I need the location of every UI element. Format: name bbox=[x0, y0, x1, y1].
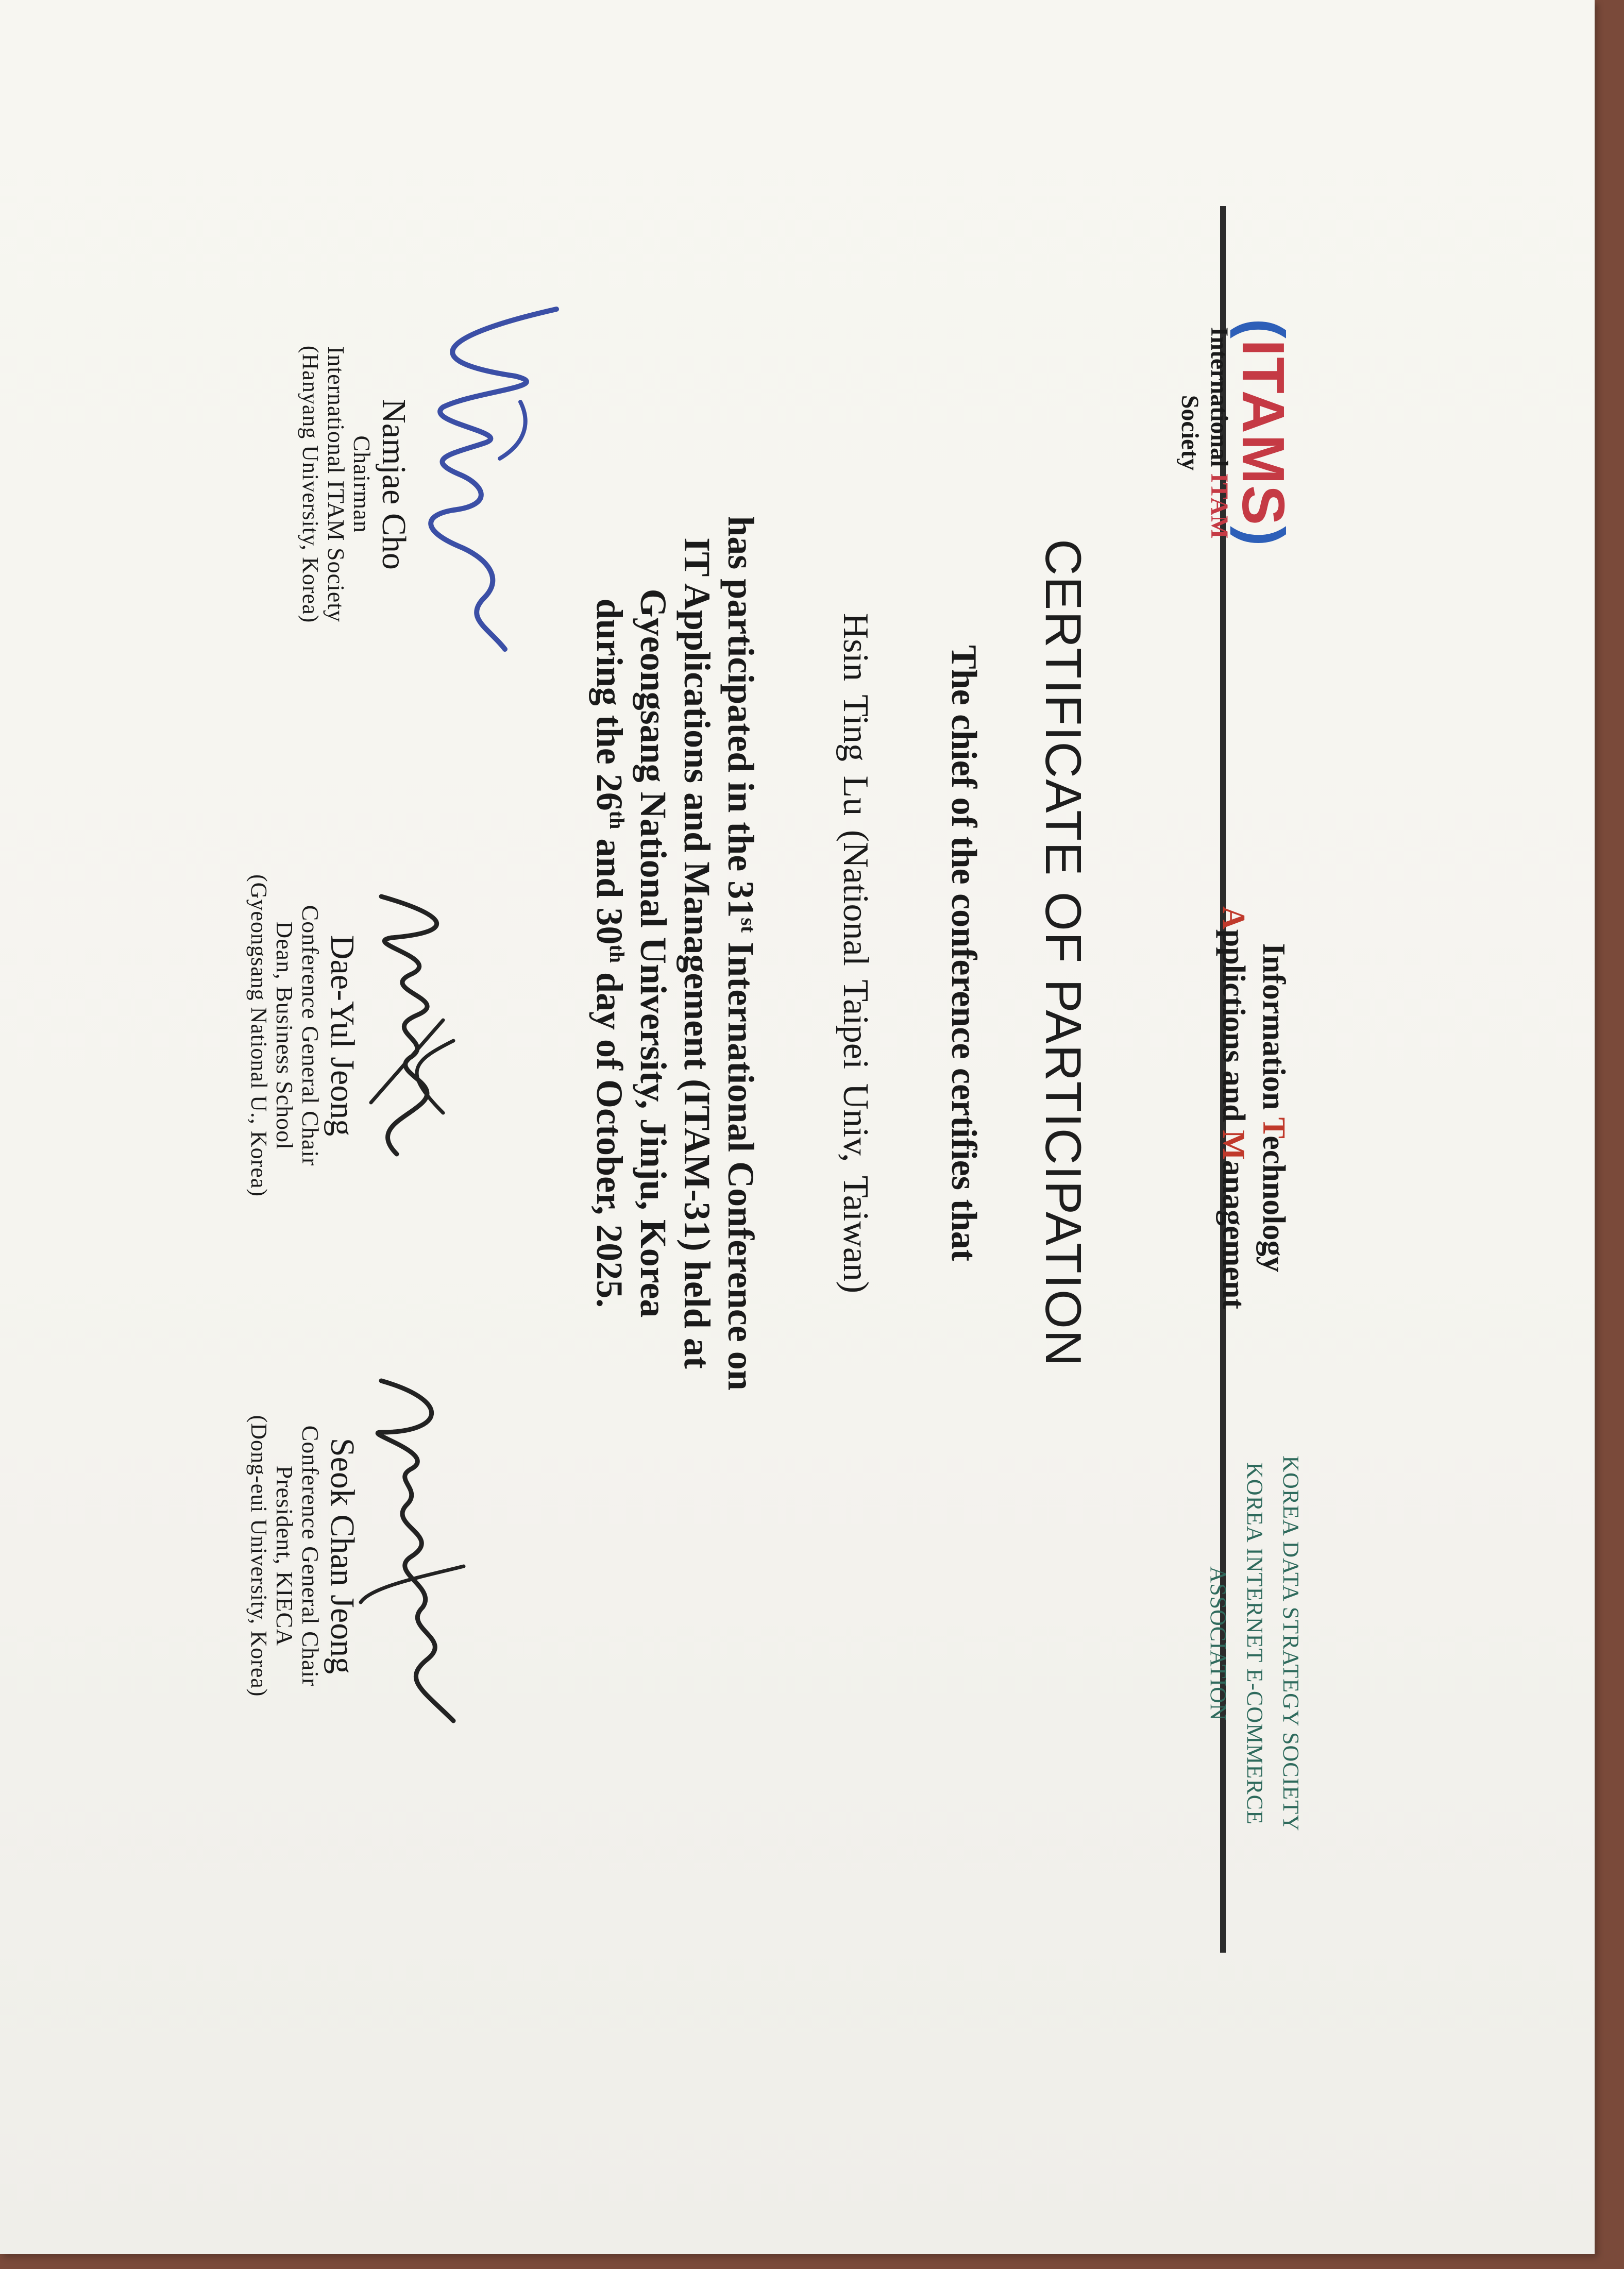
participation-text bbox=[587, 515, 763, 1391]
org-line-2-a: pplictions and bbox=[1216, 929, 1251, 1130]
org-line-1-a: Information bbox=[1256, 943, 1291, 1117]
logo-line-2: Society bbox=[1176, 395, 1204, 471]
participation-line-1-a: has participated in the 31 bbox=[720, 516, 762, 918]
participation-line-1 bbox=[719, 515, 763, 1391]
participation-line-4 bbox=[587, 515, 631, 1391]
signatory-name: Dae-Yul Jeong bbox=[324, 935, 361, 1137]
partner-line: KOREA INTERNET E-COMMERCE bbox=[1242, 1462, 1267, 1825]
signatory-block-3 bbox=[246, 1350, 361, 1762]
partner-associations bbox=[1200, 1267, 1309, 2020]
certificate-title: CERTIFICATE OF PARTICIPATION bbox=[1035, 539, 1092, 1367]
signatory-block-1 bbox=[298, 289, 412, 680]
signatory-role: President, KIECA bbox=[271, 1465, 298, 1647]
itams-logo bbox=[1175, 294, 1297, 572]
logo-line-1-prefix: International bbox=[1206, 327, 1233, 473]
org-line-2-accent-2: M bbox=[1216, 1130, 1251, 1160]
partner-line: ASSOCIATION bbox=[1206, 1566, 1231, 1721]
participation-line-4-a: during the 26 bbox=[589, 598, 631, 811]
signatory-role: International ITAM Society bbox=[323, 346, 349, 622]
logo-mark bbox=[1230, 294, 1297, 572]
signatory-affiliation: (Hanyang University, Korea) bbox=[298, 345, 324, 623]
participation-line-4-b: and 30 bbox=[589, 829, 631, 945]
participation-line-1-b: International Conference on bbox=[720, 933, 762, 1391]
org-line-1-b: echnology bbox=[1256, 1136, 1291, 1273]
participation-line-2: IT Applications and Management (ITAM-31) held at bbox=[676, 537, 718, 1369]
participation-line-3: Gyeongsang National University, Jinju, Korea bbox=[633, 588, 674, 1318]
logo-line-1-accent: ITAM bbox=[1206, 473, 1233, 539]
signatory-title: Conference General Chair bbox=[297, 1425, 324, 1687]
org-line-2-accent: A bbox=[1216, 906, 1251, 929]
org-line-2-b: anagement bbox=[1216, 1160, 1251, 1309]
signatory-name: Seok Chan Jeong bbox=[324, 1437, 361, 1674]
partner-line: KOREA DATA STRATEGY SOCIETY bbox=[1278, 1455, 1304, 1832]
signature-dae-yul-jeong bbox=[350, 886, 474, 1175]
signatory-affiliation: (Gyeongsang National U., Korea) bbox=[246, 874, 272, 1197]
ordinal-suffix: st bbox=[737, 918, 760, 933]
logo-line-1 bbox=[1204, 294, 1233, 572]
signature-seok-chan-jeong bbox=[350, 1370, 484, 1731]
signatory-title: Conference General Chair bbox=[297, 905, 324, 1166]
certifies-line: The chief of the conference certifies that bbox=[944, 645, 984, 1262]
recipient-name: Hsin Ting Lu (National Taipei Univ, Taiwan) bbox=[836, 613, 875, 1294]
logo-paren-open: ( bbox=[1230, 318, 1297, 340]
ordinal-suffix: th bbox=[605, 810, 629, 829]
signatory-affiliation: (Dong-eui University, Korea) bbox=[246, 1415, 272, 1697]
signatory-role: Dean, Business School bbox=[271, 921, 298, 1150]
logo-mark-text: ITAMS bbox=[1230, 339, 1297, 527]
signatory-title: Chairman bbox=[349, 435, 376, 533]
signatory-block-2 bbox=[246, 855, 361, 1216]
logo-paren-close: ) bbox=[1230, 526, 1297, 547]
signature-namjae-cho bbox=[402, 289, 577, 680]
signatory-name: Namjae Cho bbox=[375, 399, 413, 570]
ordinal-suffix: th bbox=[605, 944, 629, 963]
participation-line-4-c: day of October, 2025. bbox=[589, 963, 631, 1308]
org-line-1-accent: T bbox=[1256, 1117, 1291, 1136]
